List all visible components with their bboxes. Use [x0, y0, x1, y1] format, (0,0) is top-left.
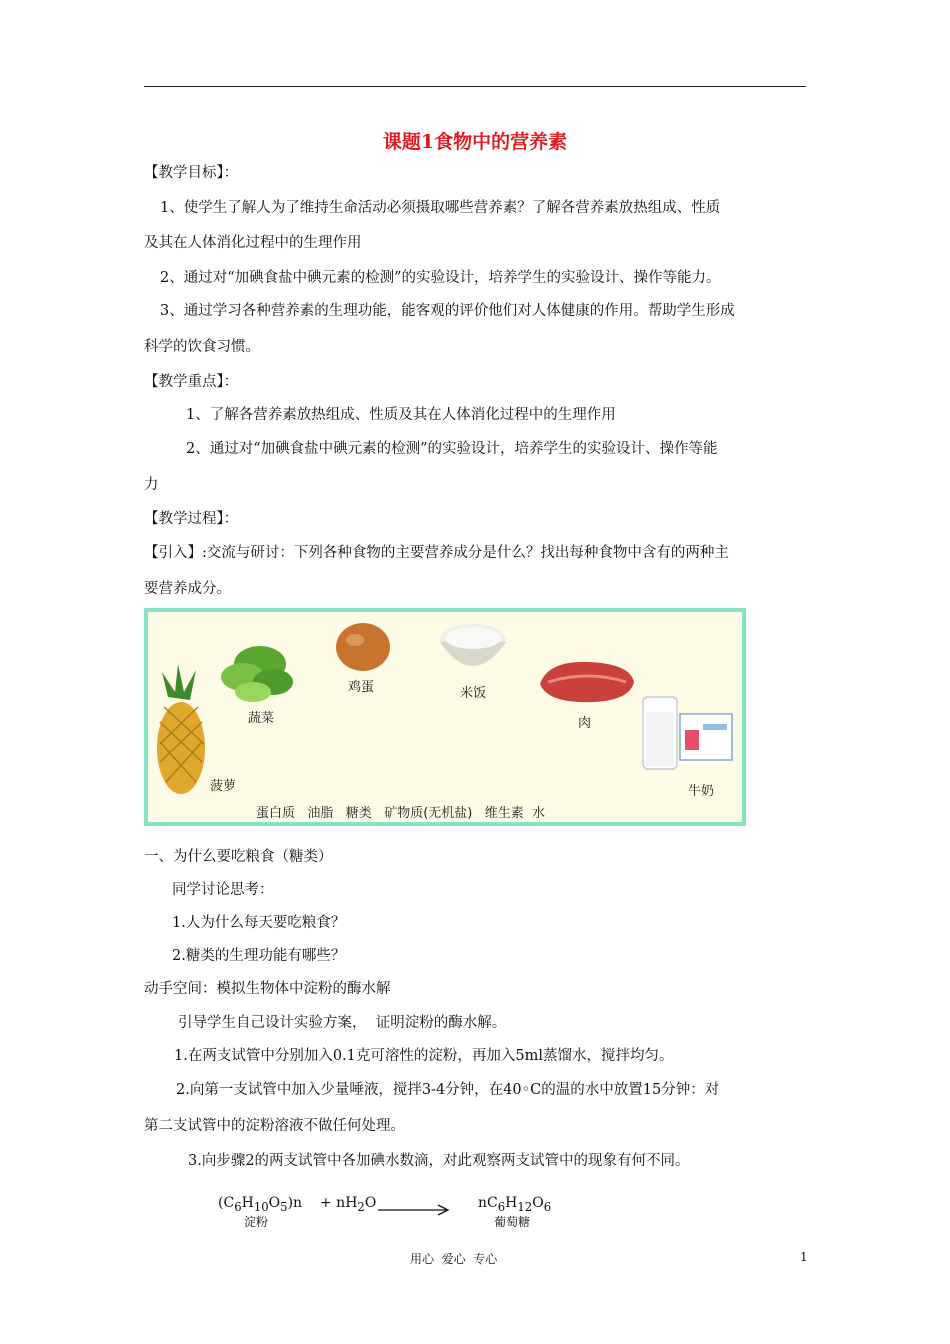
- step-3: 3.向步骤2的两支试管中各加碘水数滴，对此观察两支试管中的现象有何不同。: [188, 1153, 690, 1169]
- goal-2: 2、通过对“加碘食盐中碘元素的检测”的实验设计，培养学生的实验设计、操作等能力。: [160, 270, 721, 286]
- goal-3-line-b: 科学的饮食习惯。: [144, 339, 260, 355]
- equation-reactant: $(C_6H_{10}O_5)n$: [218, 1195, 303, 1214]
- label-meat: 肉: [578, 716, 592, 731]
- label-vegetable: 蔬菜: [248, 711, 275, 726]
- reactant-label: 淀粉: [244, 1215, 269, 1229]
- hands-on-heading: 动手空间：模拟生物体中淀粉的酶水解: [144, 981, 391, 997]
- egg-image: [336, 623, 390, 671]
- label-egg: 鸡蛋: [348, 680, 375, 695]
- section-1-heading: 一、为什么要吃粮食（糖类）: [144, 849, 333, 865]
- intro-line-b: 要营养成分。: [144, 581, 231, 597]
- step-1: 1.在两支试管中分别加入0.1克可溶性的淀粉，再加入5ml蒸馏水，搅拌均匀。: [174, 1048, 674, 1064]
- guide-text: 引导学生自己设计实验方案， 证明淀粉的酶水解。: [178, 1015, 507, 1031]
- label-milk: 牛奶: [688, 784, 715, 799]
- key-heading: 【教学重点】：: [144, 374, 239, 390]
- label-pineapple: 菠萝: [210, 779, 237, 794]
- pineapple-image: [157, 664, 205, 794]
- equation-water: + $nH_2O$: [320, 1195, 377, 1214]
- step-2-line-a: 2.向第一支试管中加入少量唾液，搅拌3-4分钟，在40◦C的温的水中放置15分钟：对: [176, 1082, 720, 1098]
- step-2-line-b: 第二支试管中的淀粉溶液不做任何处理。: [144, 1118, 405, 1134]
- discuss-prompt: 同学讨论思考：: [172, 882, 274, 898]
- header-rule: [144, 86, 806, 87]
- product-label: 葡萄糖: [494, 1215, 531, 1229]
- goal-1-line-b: 及其在人体消化过程中的生理作用: [144, 235, 362, 251]
- question-2: 2.糖类的生理功能有哪些？: [172, 948, 346, 964]
- goal-1-line-a: 1、使学生了解人为了维持生命活动必须摄取哪些营养素？了解各营养素放热组成、性质: [160, 200, 721, 216]
- food-nutrients-figure: [144, 608, 746, 826]
- food-illustration: [148, 612, 742, 822]
- intro-line-a: 【引入】:交流与研讨：下列各种食物的主要营养成分是什么？找出每种食物中含有的两种主: [144, 545, 729, 561]
- label-rice: 米饭: [460, 686, 487, 701]
- key-2-line-a: 2、通过对“加碘食盐中碘元素的检测”的实验设计，培养学生的实验设计、操作等能: [186, 441, 718, 457]
- milk-image: [643, 697, 732, 769]
- reaction-arrow: [378, 1203, 450, 1217]
- key-2-line-b: 力: [144, 477, 159, 493]
- question-1: 1.人为什么每天要吃粮食？: [172, 915, 346, 931]
- vegetable-image: [221, 646, 293, 702]
- footer-motto: 用心 爱心 专心: [410, 1252, 498, 1266]
- key-1: 1、了解各营养素放热组成、性质及其在人体消化过程中的生理作用: [186, 407, 616, 423]
- page-title: 课题1食物中的营养素: [382, 131, 568, 153]
- goal-3-line-a: 3、通过学习各种营养素的生理功能，能客观的评价他们对人体健康的作用。帮助学生形成: [160, 303, 735, 319]
- rice-image: [440, 624, 506, 666]
- equation-product: $nC_6H_{12}O_6$: [478, 1195, 552, 1214]
- nutrient-list: 蛋白质 油脂 糖类 矿物质(无机盐) 维生素 水: [256, 806, 545, 821]
- process-heading: 【教学过程】：: [144, 511, 239, 527]
- meat-image: [540, 662, 634, 702]
- goals-heading: 【教学目标】：: [144, 165, 239, 181]
- page-number: 1: [800, 1250, 808, 1264]
